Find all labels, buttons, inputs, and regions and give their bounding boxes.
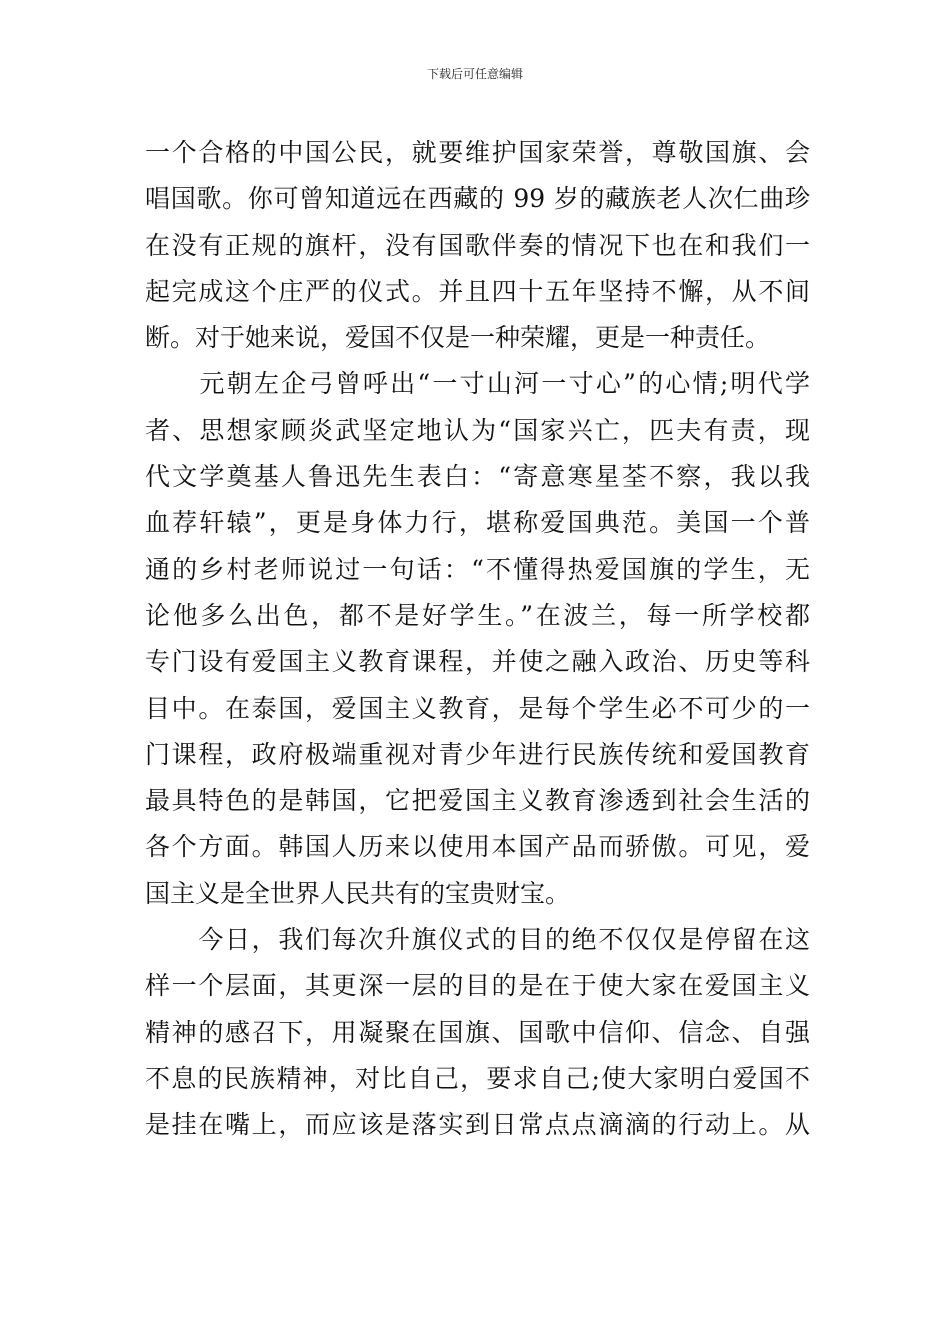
text-line: 不息的民族精神，对比自己，要求自己;使大家明白爱国不: [145, 1063, 810, 1093]
text-line: 在没有正规的旗杆，没有国歌伴奏的情况下也在和我们一: [145, 230, 810, 260]
text-line: 是挂在嘴上，而应该是落实到日常点点滴滴的行动上。从: [145, 1110, 810, 1140]
text-line: 目中。在泰国，爱国主义教育，是每个学生必不可少的一: [145, 693, 810, 723]
text-line: 血荐轩辕”，更是身体力行，堪称爱国典范。美国一个普: [145, 508, 810, 538]
text-line: 门课程，政府极端重视对青少年进行民族传统和爱国教育: [145, 739, 810, 769]
text-line: 各个方面。韩国人历来以使用本国产品而骄傲。可见，爱: [145, 832, 810, 862]
text-line: 最具特色的是韩国，它把爱国主义教育渗透到社会生活的: [145, 786, 810, 816]
text-line: 通的乡村老师说过一句话：“不懂得热爱国旗的学生，无: [145, 554, 810, 584]
page-header: 下载后可任意编辑: [426, 67, 523, 81]
text-line: 代文学奠基人鲁迅先生表白：“寄意寒星荃不察，我以我: [145, 462, 810, 492]
text-line: 专门设有爱国主义教育课程，并使之融入政治、历史等科: [145, 647, 810, 677]
text-line: 今日，我们每次升旗仪式的目的绝不仅仅是停留在这: [145, 925, 810, 955]
text-line: 样一个层面，其更深一层的目的是在于使大家在爱国主义: [145, 971, 810, 1001]
text-line: 精神的感召下，用凝聚在国旗、国歌中信仰、信念、自强: [145, 1017, 810, 1047]
text-line: 唱国歌。你可曾知道远在西藏的 99 岁的藏族老人次仁曲珍: [145, 184, 810, 214]
text-line: 国主义是全世界人民共有的宝贵财宝。: [145, 878, 571, 908]
text-line: 论他多么出色，都不是好学生。”在波兰，每一所学校都: [145, 600, 810, 630]
text-line: 者、思想家顾炎武坚定地认为“国家兴亡，匹夫有责，现: [145, 415, 810, 445]
text-line: 起完成这个庄严的仪式。并且四十五年坚持不懈，从不间: [145, 276, 810, 306]
document-body: [145, 130, 810, 1149]
text-line: 一个合格的中国公民，就要维护国家荣誉，尊敬国旗、会: [145, 138, 810, 167]
text-line: 断。对于她来说，爱国不仅是一种荣耀，更是一种责任。: [145, 323, 771, 353]
text-line: 元朝左企弓曾呼出“一寸山河一寸心”的心情;明代学: [145, 369, 810, 399]
